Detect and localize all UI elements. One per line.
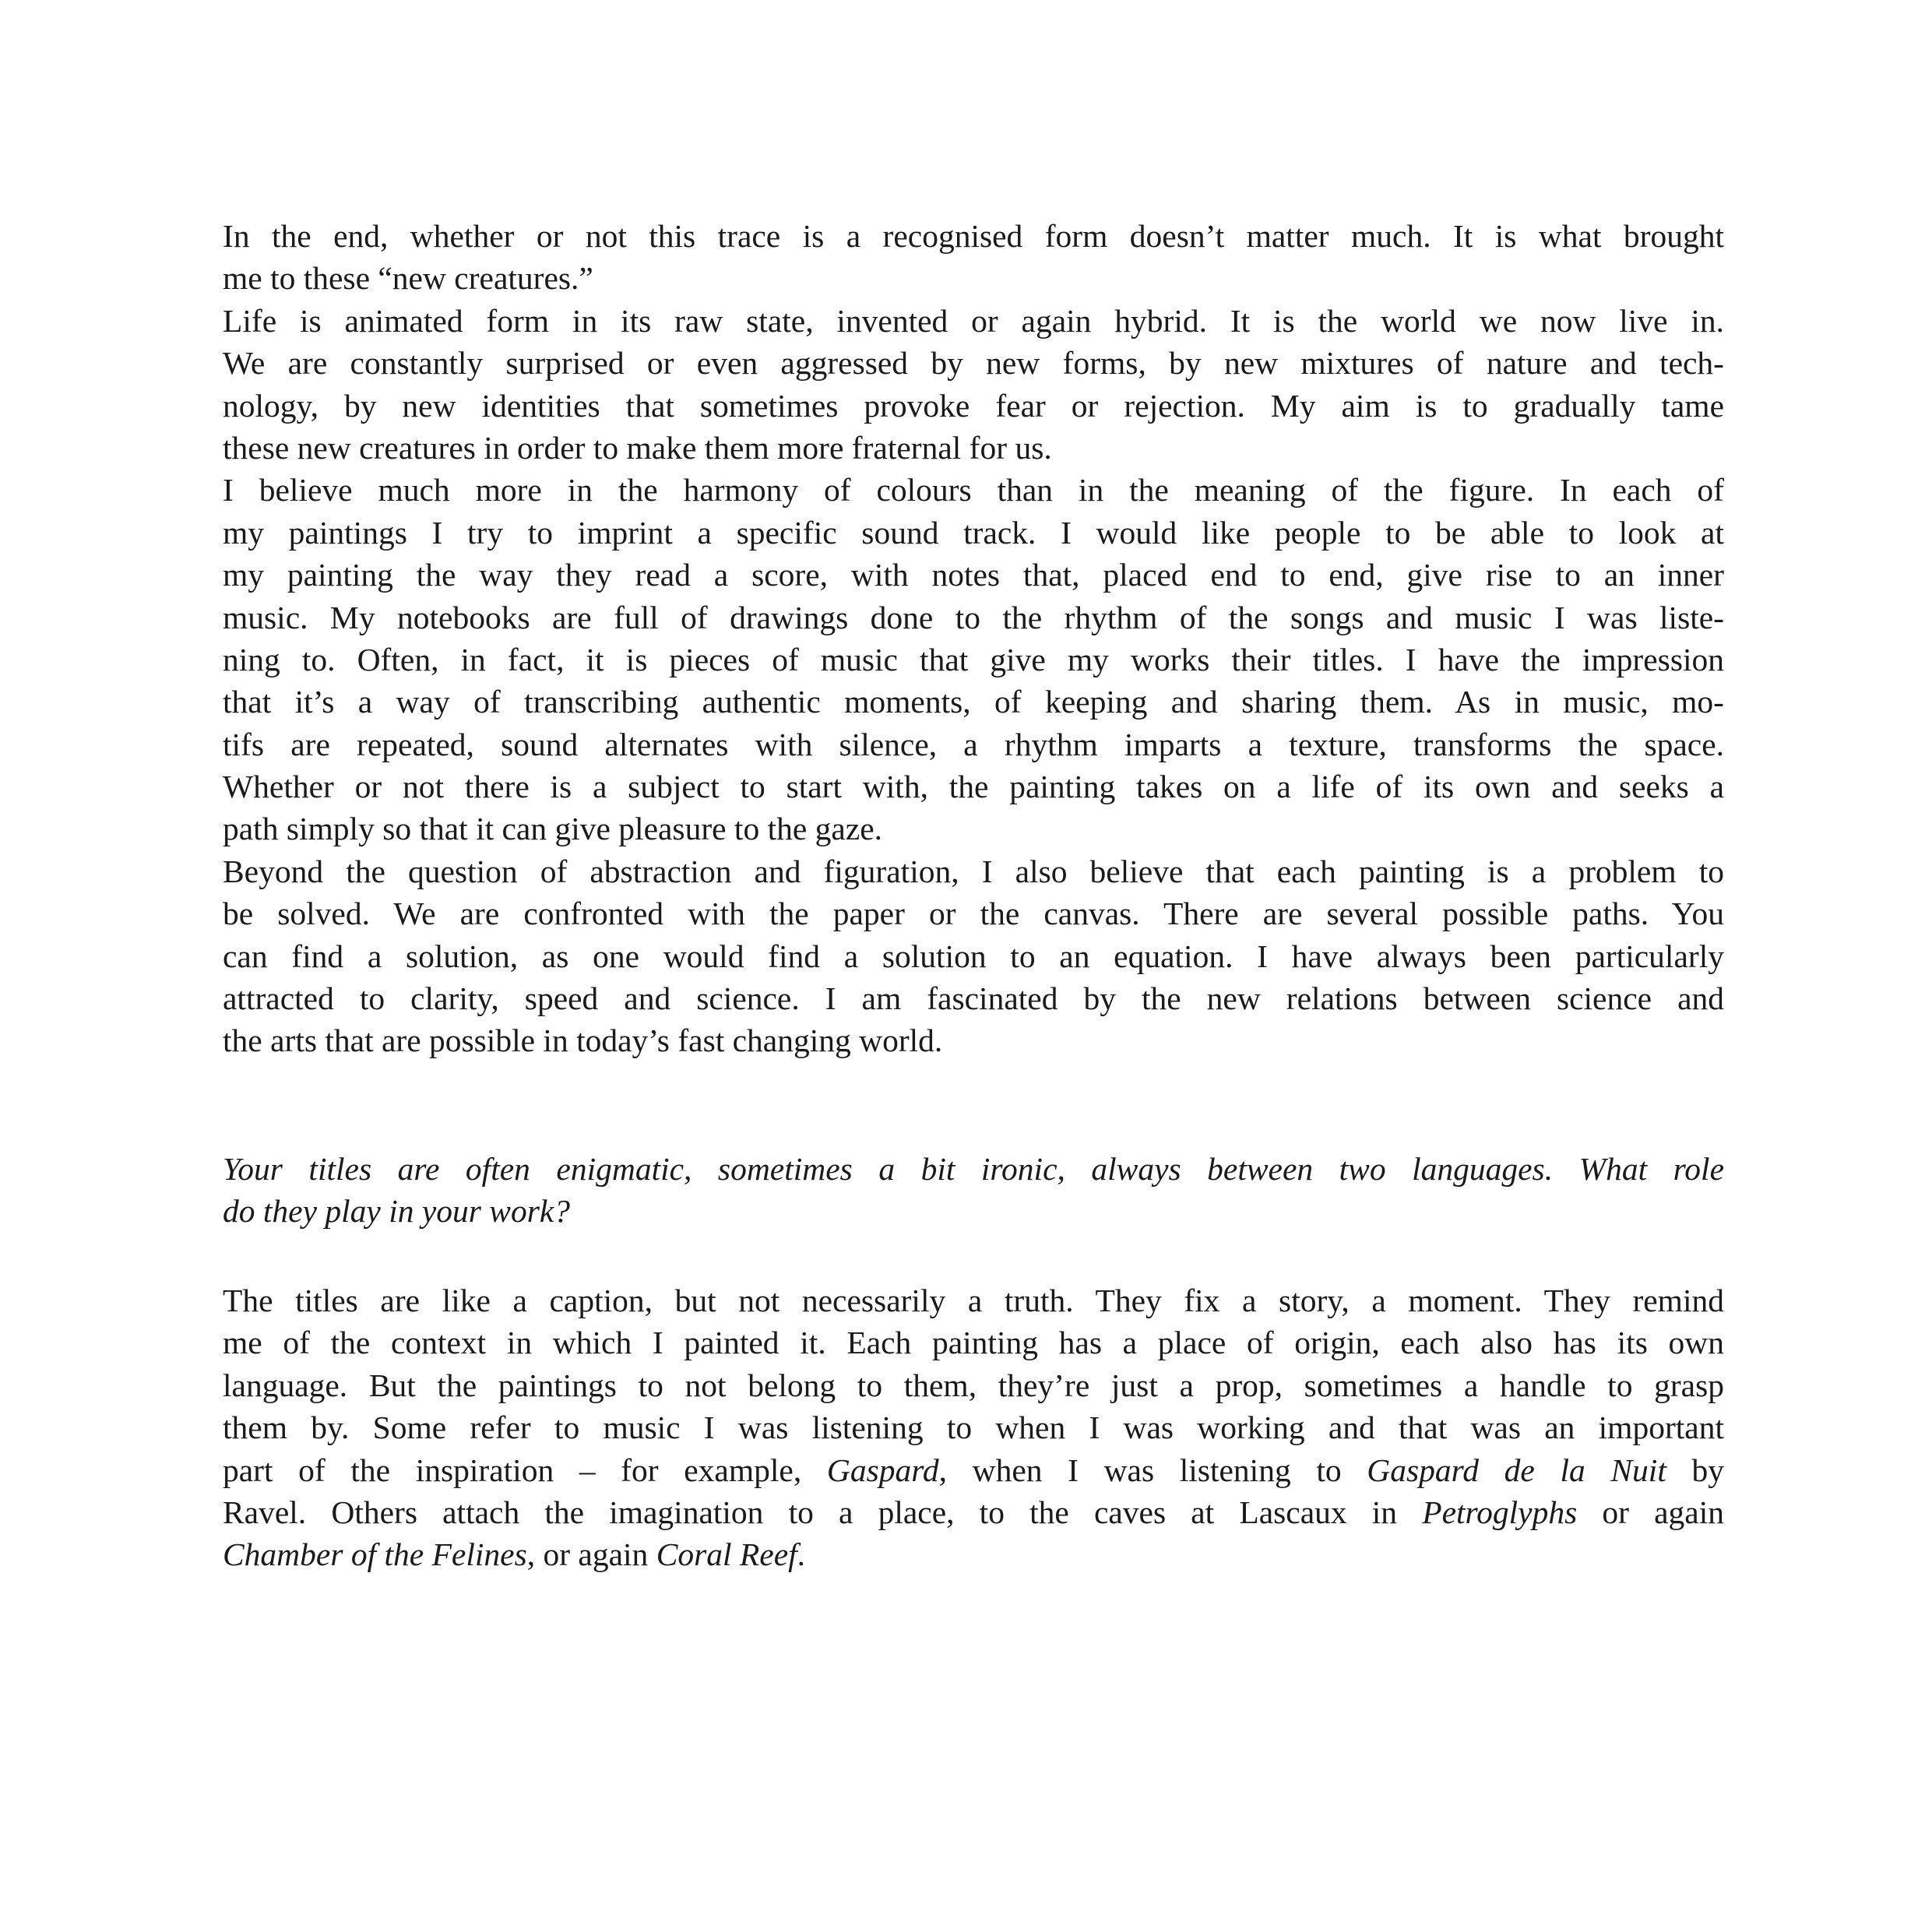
interview-question	[223, 1148, 1724, 1233]
text-line: attracted to clarity, speed and science. I am fascinated by the new relations between science and	[223, 980, 1724, 1017]
text-line: do they play in your work?	[223, 1193, 571, 1230]
text-line: I believe much more in the harmony of colours than in the meaning of the figure. In each of	[223, 472, 1724, 509]
text-line: Whether or not there is a subject to start with, the painting takes on a life of its own and seeks a	[223, 769, 1724, 805]
interview-text-section	[223, 215, 1724, 1062]
text-line: Your titles are often enigmatic, sometimes a bit ironic, always between two languages. What role	[223, 1151, 1724, 1187]
text-line: tifs are repeated, sound alternates with silence, a rhythm imparts a texture, transforms the space.	[223, 726, 1724, 762]
work-title: Gaspard de la Nuit	[1367, 1452, 1666, 1488]
text-segment: Ravel. Others attach the imagination to a place, to the caves at Lascaux in	[223, 1494, 1423, 1530]
text-line	[223, 1449, 1724, 1491]
text-line	[223, 1364, 1724, 1406]
paragraph	[223, 300, 1724, 470]
paragraph	[223, 215, 1724, 300]
text-segment: part of the inspiration – for example,	[223, 1452, 827, 1488]
paragraph	[223, 850, 1724, 1062]
work-title: Chamber of the Felines	[223, 1536, 527, 1573]
text-segment: them by. Some refer to music I was listening to when I was working and that was an important	[223, 1409, 1724, 1446]
text-line	[223, 1279, 1724, 1321]
interview-answer	[223, 1279, 1724, 1576]
text-line: that it’s a way of transcribing authentic moments, of keeping and sharing them. As in music, mo-	[223, 684, 1724, 720]
text-segment: language. But the paintings to not belong to them, they’re just a prop, sometimes a handle to grasp	[223, 1367, 1724, 1403]
text-segment: , when I was listening to	[938, 1452, 1367, 1488]
paragraph	[223, 469, 1724, 850]
text-line: my paintings I try to imprint a specific sound track. I would like people to be able to look at	[223, 514, 1724, 551]
work-title: Petroglyphs	[1422, 1494, 1578, 1530]
text-line: the arts that are possible in today’s fast changing world.	[223, 1022, 943, 1059]
text-line: We are constantly surprised or even aggressed by new forms, by new mixtures of nature and tech-	[223, 345, 1724, 382]
text-line: path simply so that it can give pleasure to the gaze.	[223, 811, 883, 847]
text-line: Life is animated form in its raw state, invented or again hybrid. It is the world we now live in.	[223, 302, 1724, 339]
text-line: me to these “new creatures.”	[223, 260, 593, 297]
text-line: nology, by new identities that sometimes provoke fear or rejection. My aim is to gradually tame	[223, 387, 1724, 424]
text-line: music. My notebooks are full of drawings done to the rhythm of the songs and music I was liste-	[223, 599, 1724, 635]
text-line: can find a solution, as one would find a solution to an equation. I have always been particularly	[223, 938, 1724, 974]
text-line	[223, 1321, 1724, 1364]
text-segment: or again	[1577, 1494, 1724, 1530]
text-segment: me of the context in which I painted it. Each painting has a place of origin, each also has its own	[223, 1325, 1724, 1361]
work-title: Coral Reef	[656, 1536, 797, 1573]
text-segment: by	[1666, 1452, 1724, 1488]
text-line	[223, 1491, 1724, 1533]
text-line	[223, 1406, 1724, 1448]
text-line	[223, 1533, 1724, 1575]
text-line: ning to. Often, in fact, it is pieces of music that give my works their titles. I have the impression	[223, 641, 1724, 677]
text-segment: , or again	[526, 1536, 656, 1573]
work-title: Gaspard	[826, 1452, 939, 1488]
text-segment: The titles are like a caption, but not necessarily a truth. They fix a story, a moment. They remind	[223, 1283, 1724, 1318]
text-line: be solved. We are confronted with the paper or the canvas. There are several possible paths. You	[223, 896, 1724, 932]
text-segment: .	[797, 1536, 806, 1573]
text-line: my painting the way they read a score, with notes that, placed end to end, give rise to an inner	[223, 557, 1724, 593]
text-line: these new creatures in order to make them more fraternal for us.	[223, 429, 1052, 466]
text-line: In the end, whether or not this trace is a recognised form doesn’t matter much. It is what brought	[223, 218, 1724, 254]
text-line: Beyond the question of abstraction and figuration, I also believe that each painting is a problem to	[223, 853, 1724, 889]
